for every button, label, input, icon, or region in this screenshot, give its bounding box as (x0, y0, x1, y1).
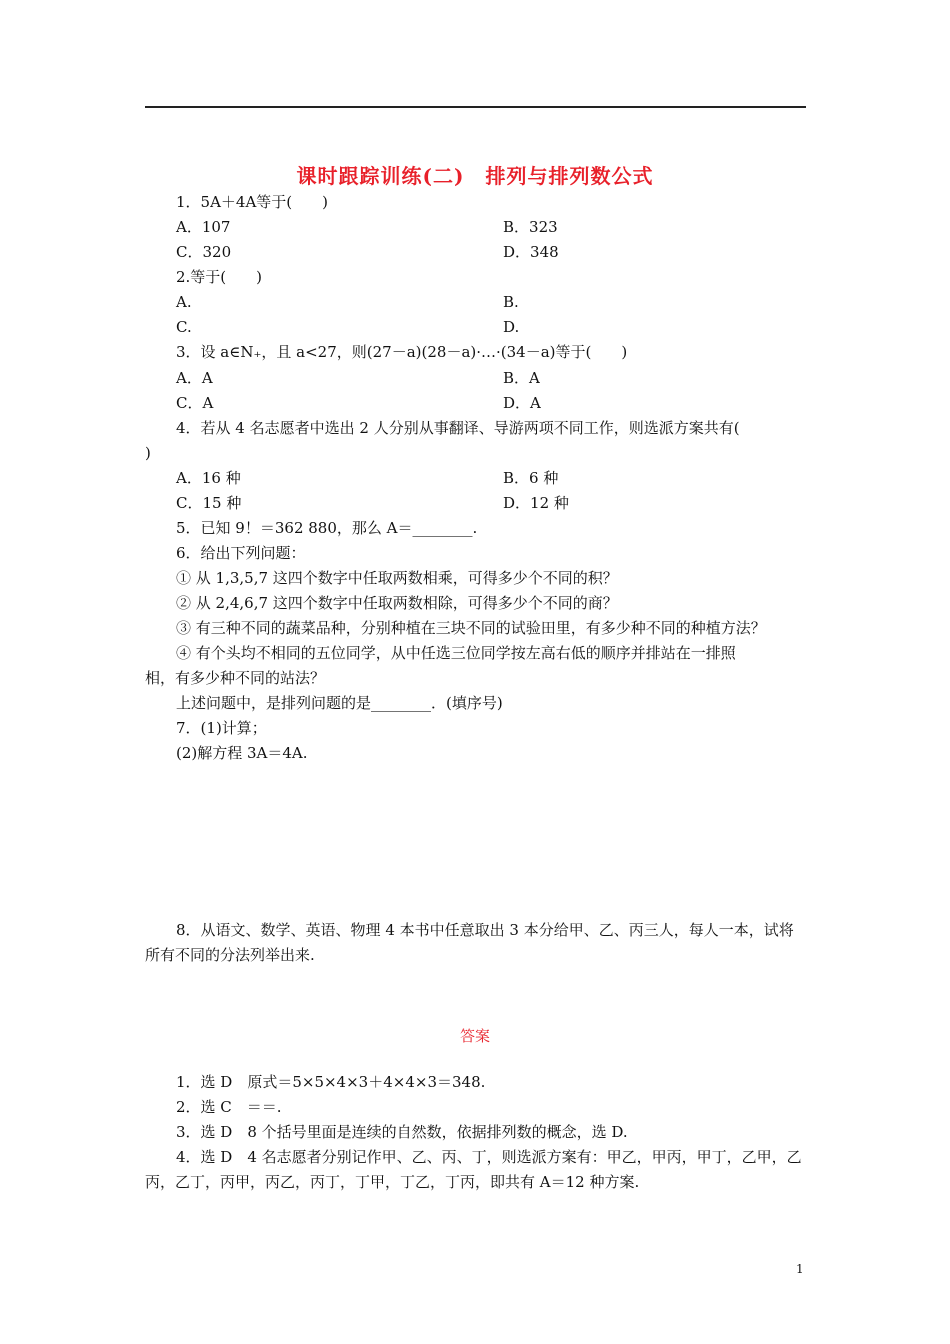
q2-option-b: B. (503, 293, 519, 311)
q1-option-b: B．323 (503, 218, 558, 236)
q3-option-b: B．A (503, 369, 540, 387)
q6-tail: 上述问题中，是排列问题的是________．(填序号) (176, 694, 503, 712)
answer-4-cont: 丙，乙丁，丙甲，丙乙，丙丁，丁甲，丁乙，丁丙，即共有 A＝12 种方案. (145, 1173, 640, 1191)
q6-item-1: ① 从 1,3,5,7 这四个数字中任取两数相乘，可得多少个不同的积？ (176, 569, 618, 587)
q2-option-c: C. (176, 318, 192, 336)
q6-item-2: ② 从 2,4,6,7 这四个数字中任取两数相除，可得多少个不同的商？ (176, 594, 618, 612)
q6-stem: 6．给出下列问题： (176, 544, 306, 562)
q1-option-a: A．107 (176, 218, 231, 236)
q2-stem: 2.等于( ) (176, 268, 263, 286)
q4-option-a: A．16 种 (176, 469, 241, 487)
answer-4: 4．选 D 4 名志愿者分别记作甲、乙、丙、丁，则选派方案有：甲乙，甲丙，甲丁，乙甲，乙 (176, 1148, 802, 1166)
answer-1: 1．选 D 原式＝5×5×4×3＋4×4×3＝348. (176, 1073, 486, 1091)
q4-option-c: C．15 种 (176, 494, 242, 512)
q8-stem-cont: 所有不同的分法列举出来. (145, 946, 315, 964)
page-number: 1 (796, 1262, 804, 1276)
q7-part-2: (2)解方程 3A＝4A. (176, 744, 308, 762)
q4-stem: 4．若从 4 名志愿者中选出 2 人分别从事翻译、导游两项不同工作，则选派方案共有( (176, 419, 740, 437)
q1-stem: 1．5A＋4A等于( ) (176, 193, 329, 211)
q3-stem: 3．设 a∈N₊，且 a<27，则(27－a)(28－a)·…·(34－a)等于( ) (176, 343, 628, 361)
q2-option-a: A. (176, 293, 192, 311)
q4-stem-cont: ) (145, 444, 151, 462)
q6-item-3: ③ 有三种不同的蔬菜品种，分别种植在三块不同的试验田里，有多少种不同的种植方法？ (176, 619, 766, 637)
q5-stem: 5．已知 9！＝362 880，那么 A＝________. (176, 519, 478, 537)
q3-option-d: D．A (503, 394, 541, 412)
q4-option-d: D．12 种 (503, 494, 569, 512)
q3-option-a: A．A (176, 369, 213, 387)
q8-stem: 8．从语文、数学、英语、物理 4 本书中任意取出 3 本分给甲、乙、丙三人，每人一本，试将 (176, 921, 794, 939)
page-title: 课时跟踪训练(二) 排列与排列数公式 (296, 164, 654, 188)
q4-option-b: B．6 种 (503, 469, 559, 487)
header-rule (145, 106, 806, 108)
q7-part-1: 7．(1)计算； (176, 719, 267, 737)
q6-item-4: ④ 有个头均不相同的五位同学，从中任选三位同学按左高右低的顺序并排站在一排照 (176, 644, 736, 662)
q3-option-c: C．A (176, 394, 214, 412)
answer-3: 3．选 D 8 个括号里面是连续的自然数，依据排列数的概念，选 D. (176, 1123, 628, 1141)
q2-option-d: D. (503, 318, 520, 336)
q1-option-c: C．320 (176, 243, 232, 261)
answers-heading: 答案 (459, 1027, 490, 1045)
q6-item-4-cont: 相，有多少种不同的站法？ (145, 669, 326, 687)
q1-option-d: D．348 (503, 243, 559, 261)
answer-2: 2．选 C ＝＝. (176, 1098, 282, 1116)
